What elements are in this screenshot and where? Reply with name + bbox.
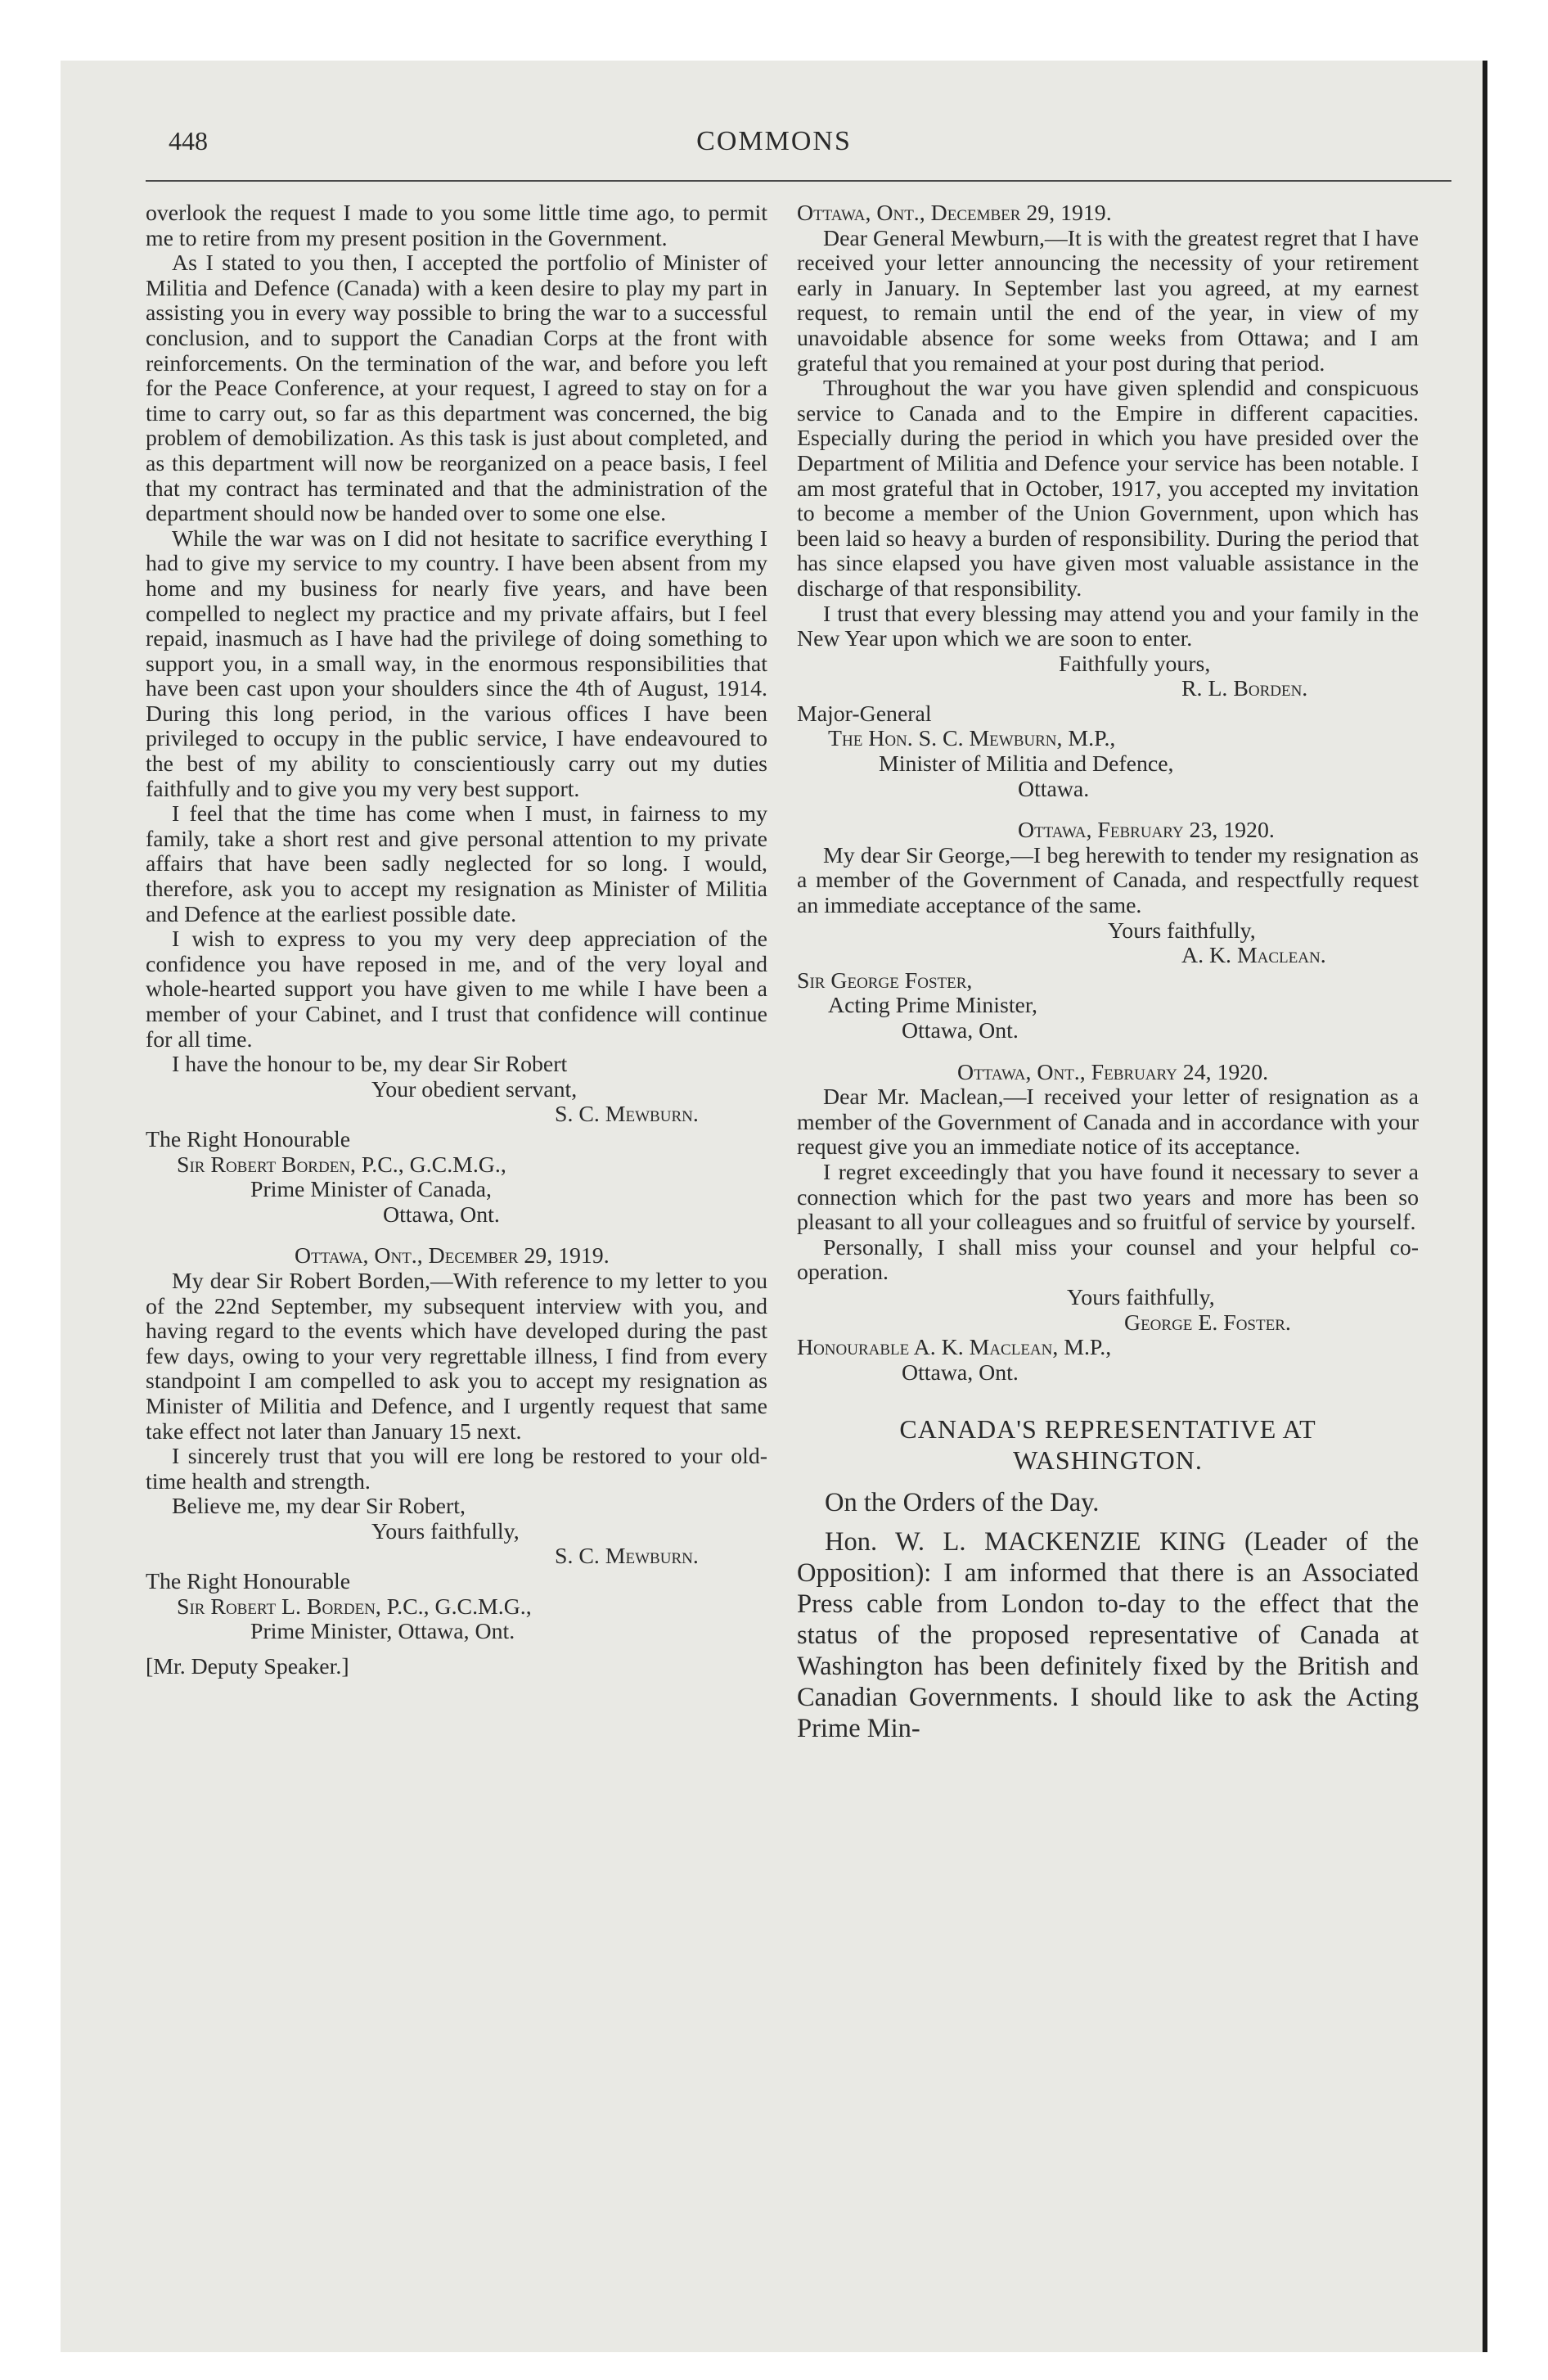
addressee-line: Major-General [797, 701, 932, 727]
letter-signature: George E. Foster. [1124, 1309, 1291, 1336]
paragraph: I trust that every blessing may attend you and your family in the New Year upon which we are soon to enter. [797, 601, 1419, 652]
paragraph: I wish to express to you my very deep appreciation of the confidence you have reposed in me, and of the very loyal and whole-hearted support you have given to me while I have been a member of your Cabinet, and I trust that confidence will continue for all time. [146, 926, 767, 1053]
page-number: 448 [169, 126, 208, 156]
letter-signature: S. C. Mewburn. [555, 1102, 699, 1128]
page-edge-rule [1483, 61, 1487, 2352]
addressee-line: Ottawa, Ont. [902, 1359, 1019, 1386]
addressee-line: The Right Honourable [146, 1126, 351, 1152]
dateline [797, 818, 1419, 844]
paragraph: While the war was on I did not hesitate to sacrifice everything I had to give my service to my country. I have been absent from my home and my business for nearly five years, and have been compelled to neglect my practice and my private affairs, but I feel repaid, inasmuch as I have had the privilege of doing something to support you, in a small way, in the enormous responsibilities that have been cast upon your shoulders since the 4th of August, 1914. During this long period, in the various offices I have been privileged to occupy in the public service, I have endeavoured to the best of my ability to conscientiously carry out my duties faithfully and to give you my very best support. [146, 525, 767, 802]
addressee-line: Sir Robert L. Borden, P.C., G.C.M.G., [177, 1593, 532, 1620]
paragraph: I regret exceedingly that you have found it necessary to sever a connection which for the past two years and more has been so pleasant to all your colleagues and so fruitful of service by yourself. [797, 1159, 1419, 1236]
addressee-line: Acting Prime Minister, [828, 993, 1037, 1019]
running-title: COMMONS [696, 126, 852, 156]
speech-paragraph: Hon. W. L. MACKENZIE KING (Leader of the Opposition): I am informed that there is an Associated Press cable from London to-day to the effect that the status of the proposed representative of Canada at Washington has been definitely fixed by the British and Canadian Governments. I should like to ask the Acting Prime Min- [797, 1527, 1419, 1744]
addressee-line: Sir Robert Borden, P.C., G.C.M.G., [177, 1152, 506, 1178]
addressee-line: Prime Minister, Ottawa, Ont. [250, 1619, 515, 1645]
addressee-line: Ottawa, Ont. [383, 1201, 500, 1228]
paragraph: I sincerely trust that you will ere long be restored to your old-time health and strength. [146, 1444, 767, 1494]
addressee-line: The Hon. S. C. Mewburn, M.P., [828, 726, 1116, 752]
paragraph: overlook the request I made to you some little time ago, to permit me to retire from my present position in the Government. [146, 201, 767, 251]
paragraph: My dear Sir Robert Borden,—With reference to my letter to you of the 22nd September, my subsequent interview with you, and having regard to the events which have developed during the past few days, owing to your very regrettable illness, I find from every standpoint I am compelled to ask you to accept my resignation as Minister of Militia and Defence, and I urgently request that same take effect not later than January 15 next. [146, 1268, 767, 1445]
paragraph: My dear Sir George,—I beg herewith to tender my resignation as a member of the Government of Canada, and respectfully request an immediate acceptance of the same. [797, 842, 1419, 919]
addressee-line: Prime Minister of Canada, [250, 1177, 492, 1203]
paragraph: Dear General Mewburn,—It is with the greatest regret that I have received your letter announcing the necessity of your retirement early in January. In September last you agreed, at my earnest request, to remain until the end of the year, in view of my unavoidable absence for some weeks from Ottawa; and I am grateful that you remained at your post during that period. [797, 225, 1419, 376]
dateline-text: Ottawa, Ont., December 29, 1919. [797, 201, 1112, 226]
debate-text [797, 1487, 1419, 1744]
letter-signature: S. C. Mewburn. [555, 1544, 699, 1570]
paragraph: Personally, I shall miss your counsel and your helpful co-operation. [797, 1234, 1419, 1286]
paragraph: I have the honour to be, my dear Sir Robert [172, 1052, 568, 1078]
addressee-line: The Right Honourable [146, 1569, 351, 1595]
dateline [146, 1244, 767, 1269]
right-column [797, 201, 1419, 1744]
addressee-line: Ottawa, Ont. [902, 1018, 1019, 1044]
dateline [797, 201, 1419, 227]
addressee-line: Minister of Militia and Defence, [879, 751, 1174, 778]
section-heading: CANADA'S REPRESENTATIVE AT [899, 1414, 1316, 1445]
paragraph: As I stated to you then, I accepted the portfolio of Minister of Militia and Defence (Canada) with a keen desire to play my part in assisting you in every way possible to bring the war to a successful conclusion, and to support the Canadian Corps at the front with reinforcements. On the termination of the war, and before you left for the Peace Conference, at your request, I agreed to stay on for a time to carry out, so far as this department was concerned, the big problem of demobilization. As this task is just about completed, and as this department will now be reorganized on a peace basis, I feel that my contract has terminated and that the administration of the department should now be handed over to some one else. [146, 250, 767, 527]
letter-closing: Faithfully yours, [1059, 651, 1211, 677]
letter-closing: Yours faithfully, [1067, 1284, 1215, 1310]
dateline-text: Ottawa, Ont., December 29, 1919. [295, 1243, 610, 1269]
orders-of-the-day: On the Orders of the Day. [825, 1488, 1100, 1518]
paragraph: I feel that the time has come when I must, in fairness to my family, take a short rest and give personal attention to my private affairs that have been sadly neglected for so long. I would, therefore, ask you to accept my resignation as Minister of Militia and Defence at the earliest possible date. [146, 801, 767, 927]
paragraph: Believe me, my dear Sir Robert, [172, 1494, 466, 1520]
letter-closing: Yours faithfully, [371, 1518, 520, 1544]
letter-closing: Your obedient servant, [371, 1076, 578, 1102]
section-heading: WASHINGTON. [1013, 1445, 1203, 1476]
dateline [797, 1061, 1419, 1086]
paragraph: Dear Mr. Maclean,—I received your letter of resignation as a member of the Government of Canada and in accordance with your request give you an immediate notice of its acceptance. [797, 1084, 1419, 1161]
addressee-line: Sir George Foster, [797, 967, 973, 994]
addressee-line: Ottawa. [1018, 776, 1090, 802]
addressee-line: Honourable A. K. Maclean, M.P., [797, 1335, 1112, 1361]
scanned-page [61, 61, 1487, 2352]
letter-signature: A. K. Maclean. [1181, 943, 1326, 969]
dateline-text: Ottawa, February 23, 1920. [1018, 818, 1275, 844]
left-column [146, 201, 767, 1679]
letter-closing: Yours faithfully, [1108, 917, 1256, 944]
speaker-note: [Mr. Deputy Speaker.] [146, 1653, 349, 1679]
dateline-text: Ottawa, Ont., February 24, 1920. [957, 1059, 1269, 1085]
header-rule [146, 180, 1451, 182]
paragraph: Throughout the war you have given splendid and conspicuous service to Canada and to the Empire in different capacities. Especially during the period in which you have presided over the Department of Militia and Defence your service has been notable. I am most grateful that in October, 1917, you accepted my invitation to become a member of the Union Government, upon which has been laid so heavy a burden of responsibility. During the period that has since elapsed you have given most valuable assistance in the discharge of that responsibility. [797, 376, 1419, 602]
letter-signature: R. L. Borden. [1181, 676, 1308, 702]
